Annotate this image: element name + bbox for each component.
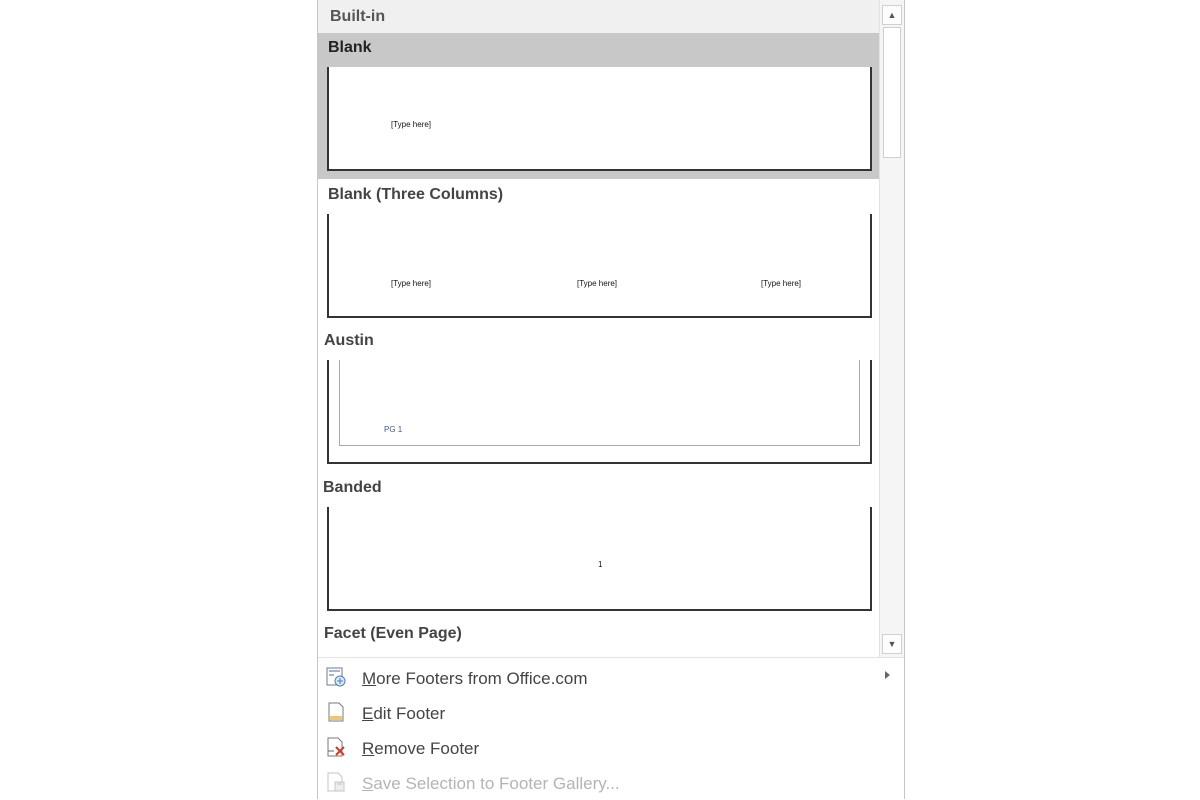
placeholder-text-center: [Type here] — [577, 279, 618, 288]
placeholder-text: [Type here] — [391, 120, 432, 129]
access-key: S — [362, 774, 374, 793]
access-key: M — [362, 669, 377, 688]
footer-preview-banded — [327, 507, 872, 611]
placeholder-text-right: [Type here] — [761, 279, 802, 288]
scroll-up-button[interactable]: ▲ — [882, 5, 902, 25]
footer-dropdown-panel — [317, 0, 905, 799]
access-key: R — [362, 739, 375, 758]
footer-preview-austin — [327, 360, 872, 464]
gallery-item-label: Blank — [328, 39, 372, 56]
menu-item-label: Edit Footer — [362, 704, 446, 723]
gallery-item-banded[interactable] — [318, 473, 879, 619]
scroll-down-button[interactable]: ▼ — [882, 634, 902, 654]
access-key: E — [362, 704, 374, 723]
gallery-scrollbar[interactable] — [879, 0, 904, 657]
submenu-arrow-icon — [885, 671, 890, 679]
gallery-item-blank[interactable] — [318, 33, 879, 179]
menu-item-save-selection[interactable] — [318, 765, 904, 800]
menu-item-edit-footer[interactable] — [318, 695, 904, 730]
menu-item-label: More Footers from Office.com — [362, 669, 588, 688]
save-selection-icon — [326, 772, 346, 792]
section-header-built-in — [318, 0, 879, 33]
footer-preview-three-columns — [327, 214, 872, 318]
page-number: 1 — [598, 560, 603, 569]
remove-footer-icon — [326, 737, 346, 757]
footer-preview-blank — [327, 67, 872, 171]
austin-frame — [339, 360, 860, 446]
menu-item-more-footers[interactable] — [318, 660, 904, 695]
footer-gallery — [318, 0, 879, 657]
gallery-item-label: Blank (Three Columns) — [328, 186, 504, 203]
menu-item-label: Remove Footer — [362, 739, 480, 758]
section-title: Built-in — [330, 8, 386, 25]
edit-footer-icon — [326, 702, 346, 722]
gallery-item-facet-even-page[interactable] — [318, 619, 879, 657]
page-number-text: PG 1 — [384, 425, 403, 434]
menu-item-remove-footer[interactable] — [318, 730, 904, 765]
footer-menu — [318, 657, 904, 799]
office-footers-icon — [326, 667, 346, 687]
menu-item-label: Save Selection to Footer Gallery... — [362, 774, 620, 793]
gallery-item-label: Austin — [324, 332, 374, 349]
gallery-item-label: Banded — [323, 479, 382, 496]
placeholder-text-left: [Type here] — [391, 279, 432, 288]
gallery-item-austin[interactable] — [318, 326, 879, 472]
scroll-thumb[interactable] — [883, 27, 901, 158]
gallery-item-label: Facet (Even Page) — [324, 625, 462, 642]
gallery-item-blank-three-columns[interactable] — [318, 180, 879, 326]
